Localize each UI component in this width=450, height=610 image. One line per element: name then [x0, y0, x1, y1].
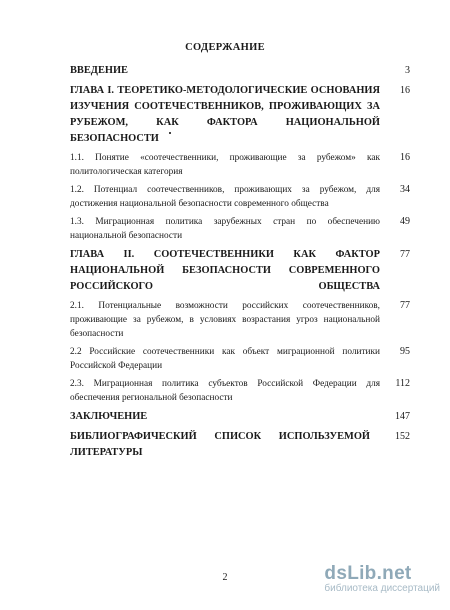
toc-entry — [70, 377, 410, 405]
toc-entry-text: ГЛАВА II. СООТЕЧЕСТВЕННИКИ КАК ФАКТОР НАЦИОНАЛЬНОЙ БЕЗОПАСНОСТИ СОВРЕМЕННОГО РОССИЙСКОГО ОБЩЕСТВА — [70, 249, 380, 292]
watermark — [324, 563, 440, 594]
toc-entry-text: 2.3. Миграционная политика субъектов Российской Федерации для обеспечения региональной безопасности — [70, 379, 380, 403]
toc-entry-text: ЗАКЛЮЧЕНИЕ — [70, 411, 148, 422]
toc-entry — [70, 409, 410, 425]
toc-entry-text: 1.1. Понятие «соотечественники, проживающие за рубежом» как политологическая категория — [70, 153, 380, 177]
toc-entry — [70, 215, 410, 243]
watermark-subtitle: библиотека диссертаций — [324, 583, 440, 594]
toc-entry — [70, 429, 410, 461]
toc-entry-text: ГЛАВА I. ТЕОРЕТИКО-МЕТОДОЛОГИЧЕСКИЕ ОСНОВАНИЯ ИЗУЧЕНИЯ СООТЕЧЕСТВЕННИКОВ, ПРОЖИВАЮЩИХ ЗА РУБЕЖОМ, КАК ФАКТОРА НАЦИОНАЛЬНОЙ БЕЗОПАСНОСТИ — [70, 85, 380, 144]
toc-entry-page: 49 — [400, 216, 410, 227]
toc-entry-text: БИБЛИОГРАФИЧЕСКИЙ СПИСОК ИСПОЛЬЗУЕМОЙ ЛИТЕРАТУРЫ — [70, 431, 370, 458]
watermark-logo: dsLib.net — [324, 563, 412, 584]
toc-entry-page: 95 — [400, 346, 410, 357]
table-of-contents — [70, 63, 410, 465]
toc-entry-page: 77 — [400, 249, 410, 260]
toc-entry — [70, 83, 410, 147]
toc-entry — [70, 63, 410, 79]
toc-entry-page: 34 — [400, 184, 410, 195]
toc-entry-text: 2.2 Российские соотечественники как объект миграционной политики Российской Федерации — [70, 347, 380, 371]
toc-entry — [70, 247, 410, 295]
toc-entry-page: 77 — [400, 300, 410, 311]
toc-entry-page: 112 — [395, 378, 410, 389]
toc-entry-text: 2.1. Потенциальные возможности российских соотечественников, проживающие за рубежом, в условиях возрастания угроз национальной безопасности — [70, 301, 380, 339]
scan-speck — [169, 132, 171, 134]
toc-entry — [70, 151, 410, 179]
toc-entry — [70, 345, 410, 373]
toc-entry-text: 1.3. Миграционная политика зарубежных стран по обеспечению национальной безопасности — [70, 217, 380, 241]
toc-entry-text: 1.2. Потенциал соотечественников, проживающих за рубежом, для достижения национальной безопасности современного общества — [70, 185, 380, 209]
toc-entry — [70, 299, 410, 341]
toc-title: СОДЕРЖАНИЕ — [185, 42, 265, 53]
toc-entry-page: 152 — [395, 431, 410, 442]
toc-entry — [70, 183, 410, 211]
toc-entry-page: 147 — [395, 411, 410, 422]
page-number: 2 — [222, 572, 228, 583]
toc-entry-page: 16 — [400, 85, 410, 96]
toc-entry-page: 3 — [405, 65, 410, 76]
toc-entry-page: 16 — [400, 152, 410, 163]
toc-entry-text: ВВЕДЕНИЕ — [70, 65, 128, 76]
